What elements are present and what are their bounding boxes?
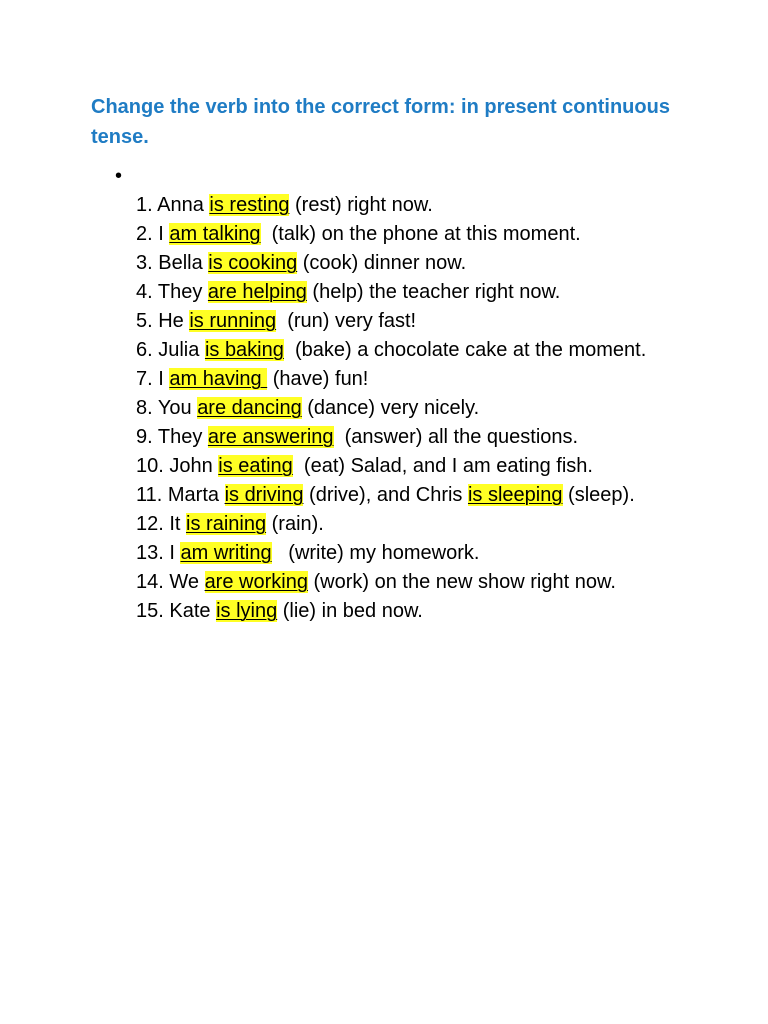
sentence-text: (rain). xyxy=(266,513,324,535)
sentence-text: (work) on the new show right now. xyxy=(307,571,616,593)
sentence-text: (have) fun! xyxy=(267,368,369,390)
sentence-text: 12. It xyxy=(136,513,187,535)
sentence-text: (lie) in bed now. xyxy=(277,600,423,622)
sentence-text: 14. We xyxy=(136,571,205,593)
sentence-text: 5. He xyxy=(136,310,190,332)
sentence-text: 6. Julia xyxy=(136,339,205,361)
sentence-text: (sleep). xyxy=(562,484,635,506)
highlighted-answer: is sleeping xyxy=(467,484,563,506)
highlighted-answer: is driving xyxy=(224,484,304,506)
sentence-text: (dance) very nicely. xyxy=(301,397,480,419)
highlighted-answer: are dancing xyxy=(197,397,302,419)
highlighted-answer: are working xyxy=(204,571,308,593)
highlighted-answer: is resting xyxy=(209,194,290,216)
sentence-text: (help) the teacher right now. xyxy=(306,281,561,303)
sentence-text: 7. I xyxy=(136,368,170,390)
highlighted-answer: am having xyxy=(169,368,268,390)
sentence-text: (write) my homework. xyxy=(271,542,480,564)
exercise-item xyxy=(136,336,696,365)
exercise-item xyxy=(136,220,696,249)
sentence-text: 9. They xyxy=(136,426,208,448)
sentence-text: 13. I xyxy=(136,542,181,564)
exercise-item xyxy=(136,539,696,568)
sentence-text: 15. Kate xyxy=(136,600,217,622)
highlighted-answer: is running xyxy=(189,310,277,332)
sentence-text: (rest) right now. xyxy=(289,194,433,216)
exercise-item xyxy=(136,597,696,626)
exercise-item xyxy=(136,481,696,510)
exercise-item xyxy=(136,278,696,307)
highlighted-answer: am writing xyxy=(180,542,272,564)
sentence-text: 4. They xyxy=(136,281,208,303)
sentence-text: 8. You xyxy=(136,397,198,419)
sentence-text: (run) very fast! xyxy=(276,310,417,332)
highlighted-answer: are helping xyxy=(207,281,307,303)
sentence-text: 11. Marta xyxy=(136,484,225,506)
exercise-item xyxy=(136,423,696,452)
exercise-item xyxy=(136,307,696,336)
sentence-text: 10. John xyxy=(136,455,219,477)
sentence-text: (bake) a chocolate cake at the moment. xyxy=(283,339,647,361)
highlighted-answer: is raining xyxy=(186,513,267,535)
sentence-text: (drive), and Chris xyxy=(303,484,468,506)
sentence-text: 3. Bella xyxy=(136,252,209,274)
sentence-text: (cook) dinner now. xyxy=(297,252,467,274)
exercise-item xyxy=(136,510,696,539)
exercise-item xyxy=(136,365,696,394)
highlighted-answer: are answering xyxy=(207,426,334,448)
exercise-item xyxy=(136,394,696,423)
highlighted-answer: am talking xyxy=(169,223,261,245)
highlighted-answer: is lying xyxy=(216,600,278,622)
highlighted-answer: is baking xyxy=(204,339,284,361)
exercise-list xyxy=(136,191,696,626)
sentence-text: 2. I xyxy=(136,223,170,245)
bullet-point: • xyxy=(115,165,123,187)
sentence-text: (answer) all the questions. xyxy=(333,426,579,448)
exercise-item xyxy=(136,249,696,278)
exercise-item xyxy=(136,568,696,597)
highlighted-answer: is cooking xyxy=(208,252,298,274)
sentence-text: (talk) on the phone at this moment. xyxy=(260,223,581,245)
sentence-text: 1. Anna xyxy=(136,194,210,216)
exercise-item xyxy=(136,191,696,220)
sentence-text: (eat) Salad, and I am eating fish. xyxy=(292,455,593,477)
exercise-item xyxy=(136,452,696,481)
exercise-heading: Change the verb into the correct form: in present continuous tense. xyxy=(91,96,670,148)
highlighted-answer: is eating xyxy=(218,455,293,477)
